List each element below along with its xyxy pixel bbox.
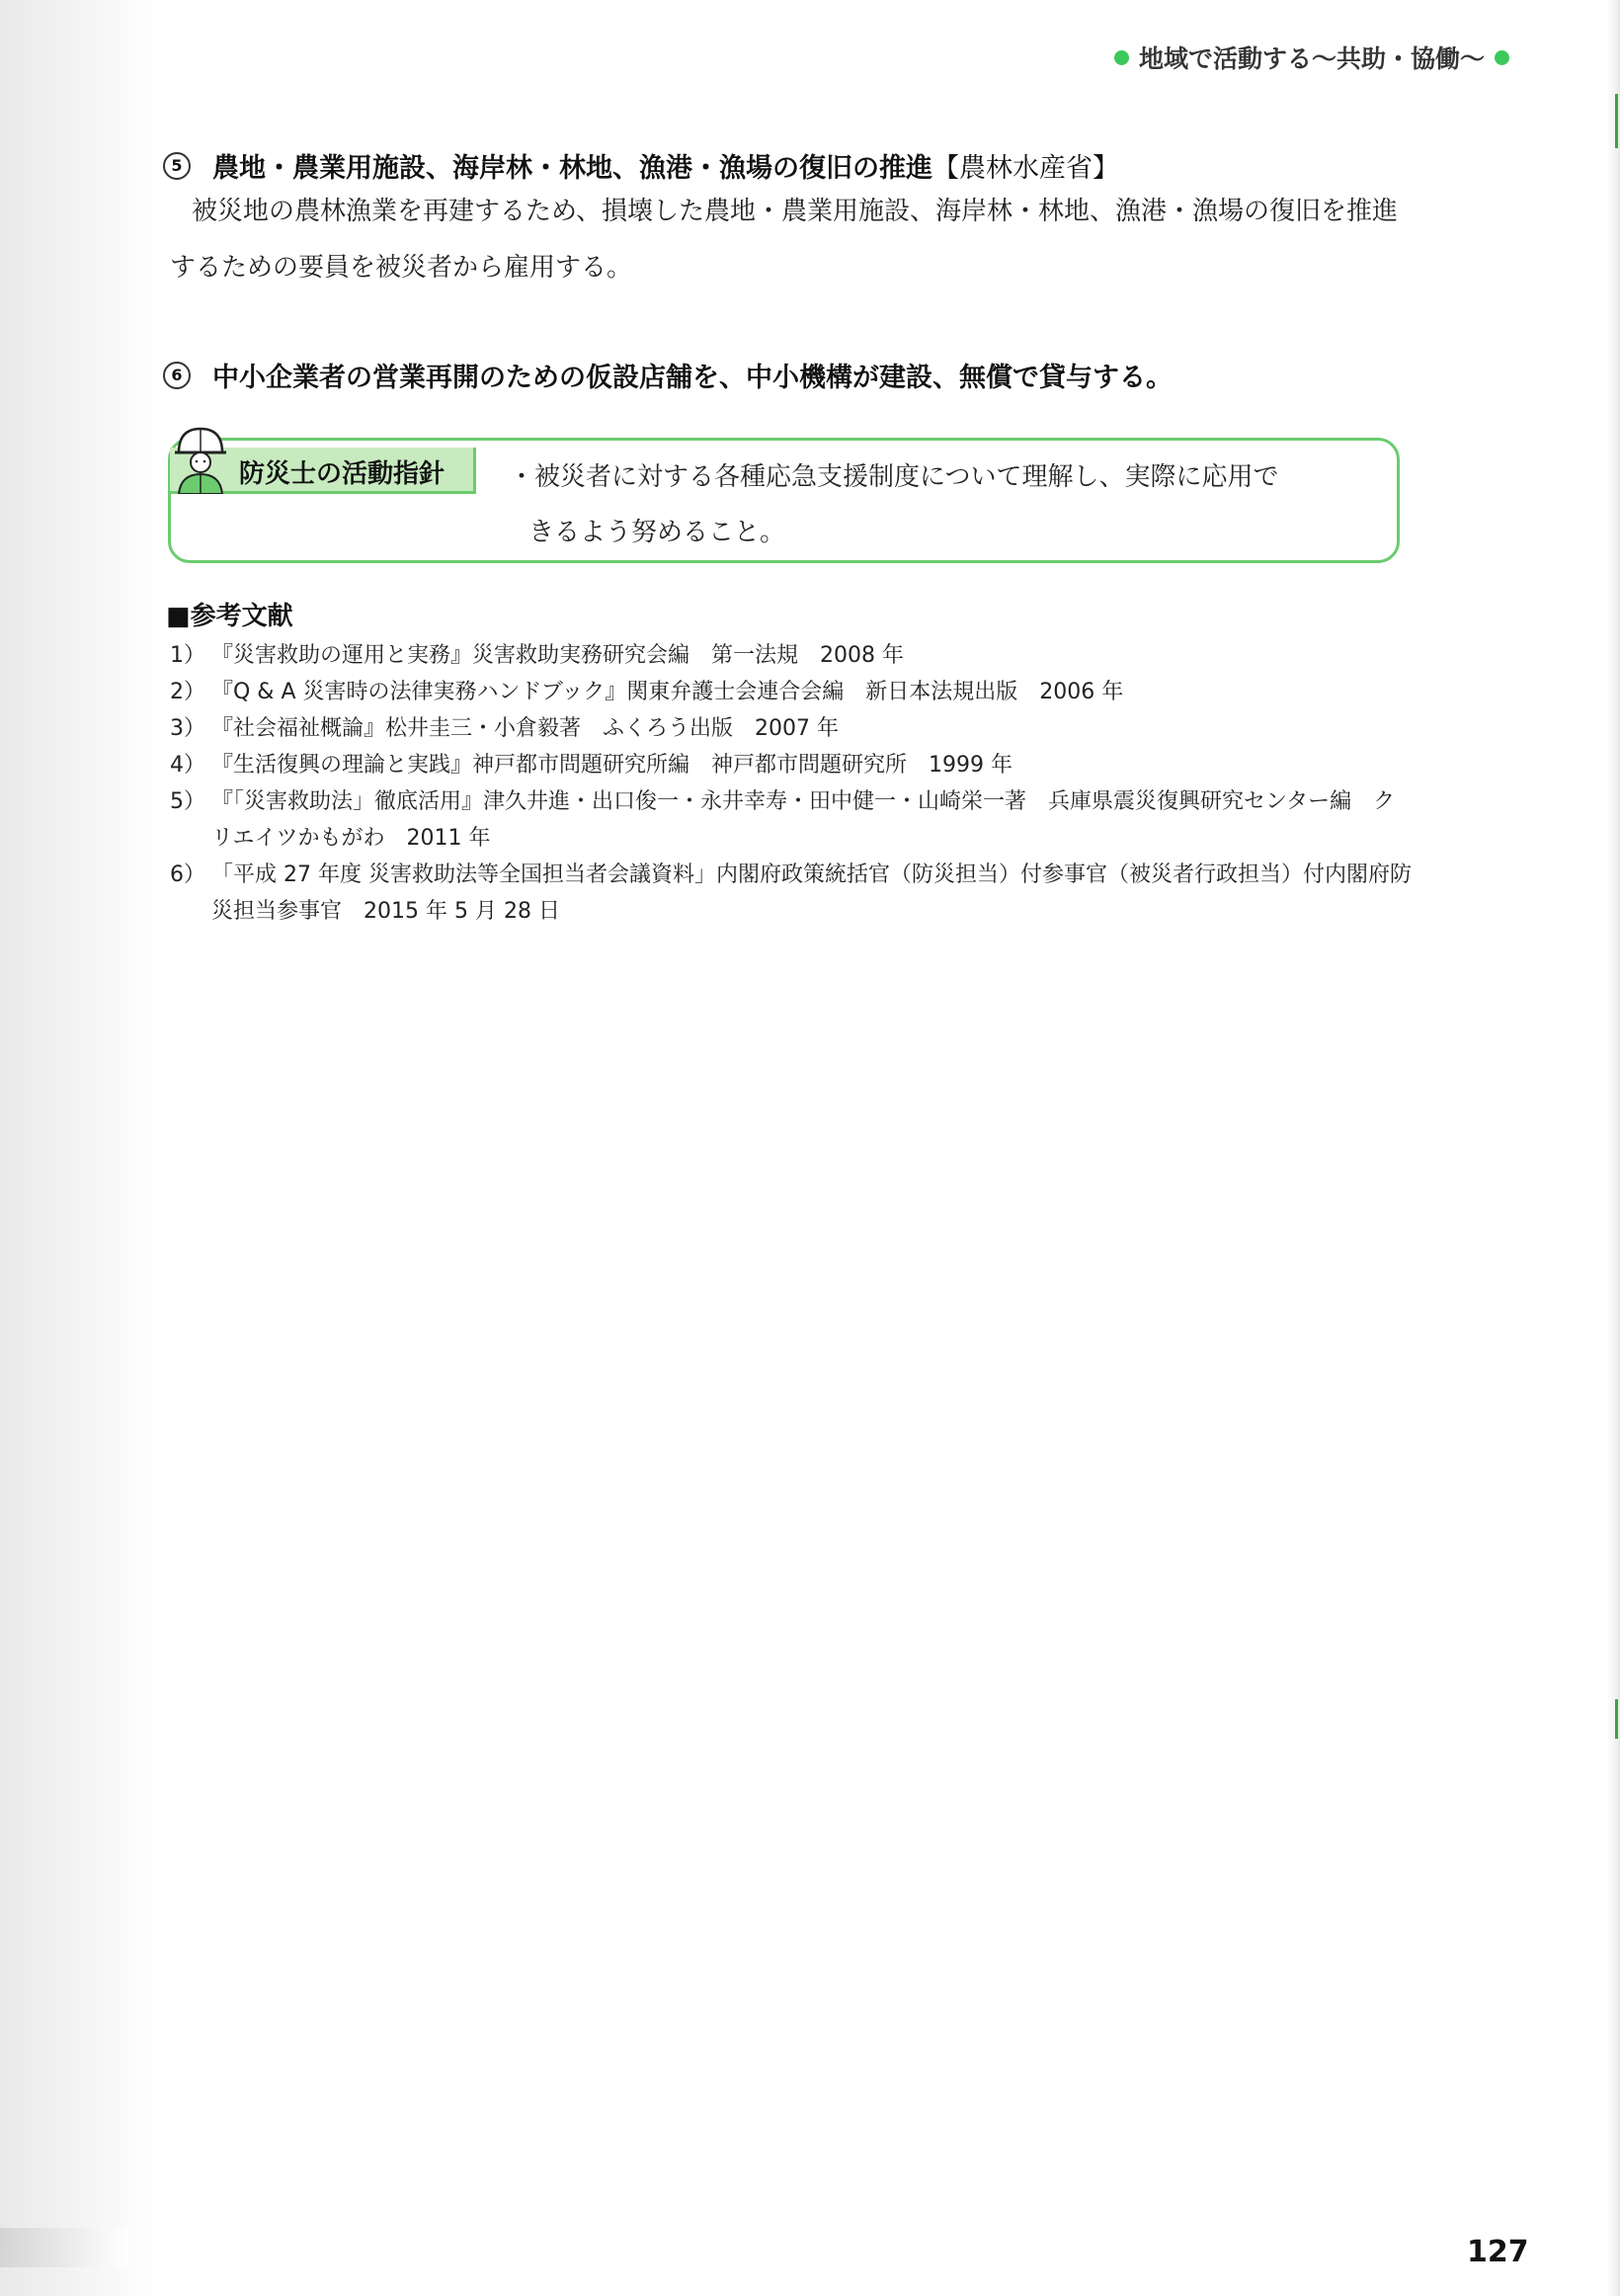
reference-item xyxy=(170,857,1415,930)
guideline-line-2: きるよう努めること。 xyxy=(528,518,786,547)
header-title: 地域で活動する〜共助・協働〜 xyxy=(1138,44,1485,73)
guideline-label: 防災士の活動指針 xyxy=(239,459,446,489)
scan-shadow xyxy=(0,0,158,2296)
reference-text: 『社会福祉概論』松井圭三・小倉毅著 ふくろう出版 2007 年 xyxy=(211,716,839,741)
reference-text: 「平成 27 年度 災害救助法等全国担当者会議資料」内閣府政策統括官（防災担当）付参事官（被災者行政担当）付内閣府防災担当参事官 2015 年 5 月 28 日 xyxy=(211,862,1412,924)
reference-number: 6） xyxy=(170,862,205,887)
reference-item xyxy=(170,783,1415,857)
reference-item xyxy=(170,637,1415,674)
reference-number: 2） xyxy=(170,680,205,704)
reference-item xyxy=(170,674,1415,710)
reference-text: 『「災害救助法」徹底活用』津久井進・出口俊一・永井幸寿・田中健一・山崎栄一著 兵庫県震災復興研究センター編 クリエイツかもがわ 2011 年 xyxy=(211,789,1396,851)
item-6-marker: 6 xyxy=(163,362,191,389)
reference-text: 『災害救助の運用と実務』災害救助実務研究会編 第一法規 2008 年 xyxy=(211,643,904,668)
item-5-body: 被災地の農林漁業を再建するため、損壊した農地・農業用施設、海岸林・林地、漁港・漁場の復旧を推進するための要員を被災者から雇用する。 xyxy=(170,197,1398,283)
item-5-title: 農地・農業用施設、海岸林・林地、漁港・漁場の復旧の推進 xyxy=(212,153,932,184)
helmet-person-icon xyxy=(173,423,228,494)
reference-number: 4） xyxy=(170,753,205,778)
edge-marker xyxy=(1615,94,1618,148)
references-list xyxy=(170,637,1415,930)
edge-marker xyxy=(1615,1699,1618,1739)
scan-smudge xyxy=(0,2228,128,2267)
reference-number: 3） xyxy=(170,716,205,741)
item-5-marker: 5 xyxy=(163,152,191,180)
page-number: 127 xyxy=(1467,2235,1529,2269)
reference-item xyxy=(170,747,1415,783)
references-title: ■参考文献 xyxy=(166,602,293,631)
reference-text: 『Q & A 災害時の法律実務ハンドブック』関東弁護士会連合会編 新日本法規出版 2006 年 xyxy=(211,680,1124,704)
running-header xyxy=(1114,40,1509,75)
item-6-heading xyxy=(163,356,1173,394)
bullet-dot-icon xyxy=(1495,50,1509,65)
guideline-line-1: ・被災者に対する各種応急支援制度について理解し、実際に応用で xyxy=(509,462,1279,492)
reference-number: 1） xyxy=(170,643,205,668)
item-5-ministry: 【農林水産省】 xyxy=(932,153,1119,184)
item-5-heading xyxy=(163,146,1119,185)
guideline-text xyxy=(509,450,1368,560)
reference-number: 5） xyxy=(170,789,205,814)
item-6-title: 中小企業者の営業再開のための仮設店舗を、中小機構が建設、無償で貸与する。 xyxy=(212,363,1173,393)
bullet-dot-icon xyxy=(1114,50,1129,65)
page-edge xyxy=(1606,0,1620,2296)
reference-item xyxy=(170,710,1415,747)
reference-text: 『生活復興の理論と実践』神戸都市問題研究所編 神戸都市問題研究所 1999 年 xyxy=(211,753,1012,778)
